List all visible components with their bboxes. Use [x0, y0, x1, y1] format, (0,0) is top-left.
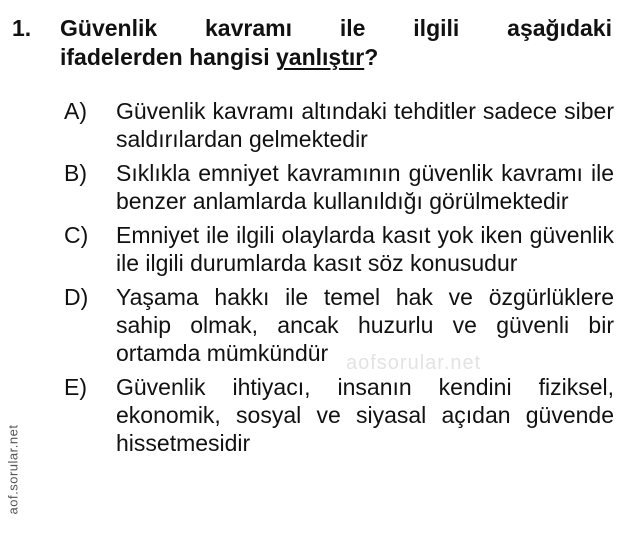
option-e-letter: E) — [64, 374, 87, 400]
question-text — [60, 14, 612, 72]
option-c-text: Emniyet ile ilgili olaylarda kasıt yok iken güvenlik ile ilgili durumlarda kasıt söz konusudur — [116, 222, 614, 276]
question-line-2-prefix: ifadelerden hangisi — [60, 44, 276, 70]
option-e[interactable] — [64, 373, 614, 457]
option-a-text: Güvenlik kavramı altındaki tehditler sadece siber saldırılardan gelmektedir — [116, 98, 614, 152]
question-number: 1. — [12, 15, 32, 41]
option-b-text: Sıklıkla emniyet kavramının güvenlik kavramı ile benzer anlamlarda kullanıldığı görülmektedir — [116, 160, 614, 214]
option-b[interactable] — [64, 159, 614, 215]
option-d[interactable] — [64, 283, 614, 367]
side-site-url: aof.sorular.net — [5, 424, 21, 515]
watermark-text: aofsorular.net — [346, 352, 482, 374]
option-d-letter: D) — [64, 284, 89, 310]
option-b-letter: B) — [64, 160, 87, 186]
answer-options — [64, 97, 614, 463]
option-a[interactable] — [64, 97, 614, 153]
question-mark: ? — [364, 44, 379, 70]
option-d-text: Yaşama hakkı ile temel hak ve özgürlüklere sahip olmak, ancak huzurlu ve güvenli bir ortamda mümkündür — [116, 284, 614, 366]
question-line-1: Güvenlik kavramı ile ilgili aşağıdaki — [60, 15, 612, 41]
option-a-letter: A) — [64, 98, 87, 124]
option-e-text: Güvenlik ihtiyacı, insanın kendini fiziksel, ekonomik, sosyal ve siyasal açıdan güvende hissetmesidir — [116, 374, 614, 456]
option-c[interactable] — [64, 221, 614, 277]
option-c-letter: C) — [64, 222, 89, 248]
question-emphasis-word: yanlıştır — [276, 44, 365, 70]
question-block — [12, 14, 612, 72]
